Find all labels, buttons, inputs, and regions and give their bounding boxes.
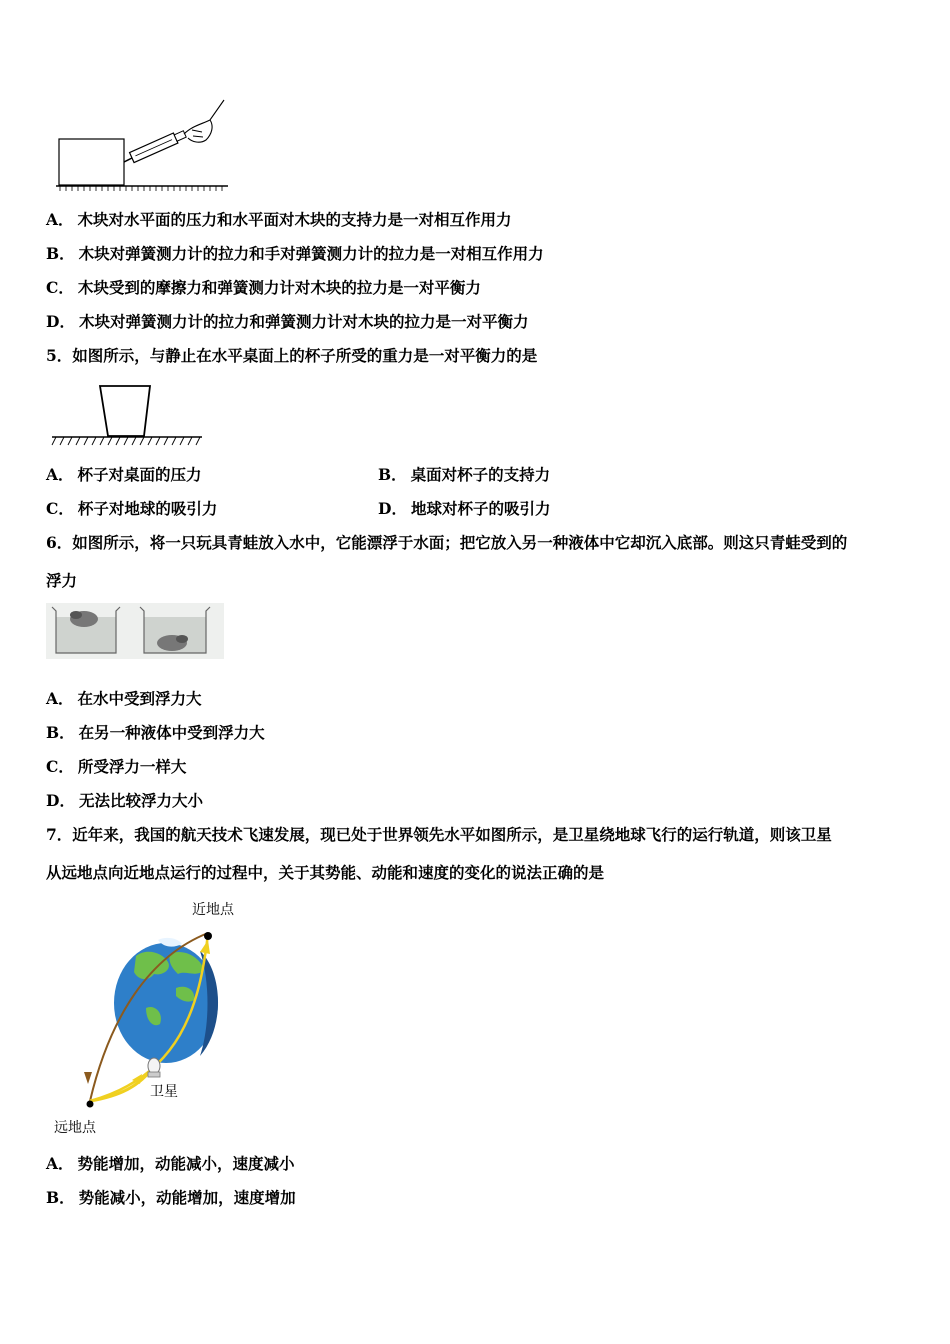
option-label: D．: [46, 312, 75, 331]
option-label: C．: [46, 499, 74, 518]
option-text: 在另一种液体中受到浮力大: [78, 723, 265, 742]
q6-option-c: [46, 757, 186, 777]
q5-option-d: [378, 499, 550, 519]
option-text: 在水中受到浮力大: [77, 689, 202, 708]
frog-beakers-figure: [46, 603, 224, 659]
q5-option-c: [46, 499, 217, 519]
apogee-label: 远地点: [54, 1120, 96, 1136]
option-text: 桌面对杯子的支持力: [410, 465, 551, 484]
option-label: C．: [46, 757, 74, 776]
option-text: 木块对水平面的压力和水平面对木块的支持力是一对相互作用力: [77, 210, 512, 229]
option-text: 势能减小，动能增加，速度增加: [78, 1188, 296, 1207]
satellite-icon: [148, 1058, 160, 1077]
option-text: 木块对弹簧测力计的拉力和手对弹簧测力计的拉力是一对相互作用力: [78, 244, 544, 263]
satellite-orbit-figure: [50, 896, 270, 1140]
q7-stem-line1: 7．近年来，我国的航天技术飞速发展，现已处于世界领先水平如图所示，是卫星绕地球飞行的运行轨道，则该卫星: [46, 825, 832, 844]
q7-stem-line2: 从远地点向近地点运行的过程中，关于其势能、动能和速度的变化的说法正确的是: [46, 863, 605, 882]
q4-option-a: [46, 210, 512, 230]
option-text: 无法比较浮力大小: [78, 791, 203, 810]
option-text: 杯子对桌面的压力: [77, 465, 202, 484]
option-label: A．: [46, 210, 74, 229]
option-label: B．: [46, 244, 75, 263]
option-label: B．: [46, 1188, 75, 1207]
option-text: 木块受到的摩擦力和弹簧测力计对木块的拉力是一对平衡力: [77, 278, 481, 297]
block-spring-scale-figure: [52, 96, 232, 192]
option-label: D．: [46, 791, 75, 810]
option-text: 所受浮力一样大: [77, 757, 187, 776]
cup-on-table-figure: [50, 383, 205, 449]
option-label: B．: [46, 723, 75, 742]
q4-option-c: [46, 278, 481, 298]
q5-stem: 5．如图所示，与静止在水平桌面上的杯子所受的重力是一对平衡力的是: [46, 346, 538, 365]
option-label: A．: [46, 1154, 74, 1173]
option-label: C．: [46, 278, 74, 297]
option-label: A．: [46, 689, 74, 708]
q6-stem-line2: 浮力: [46, 571, 78, 590]
option-label: D．: [378, 499, 407, 518]
q7-option-a: [46, 1154, 295, 1174]
option-label: B．: [378, 465, 407, 484]
option-text: 木块对弹簧测力计的拉力和弹簧测力计对木块的拉力是一对平衡力: [78, 312, 529, 331]
q6-option-b: [46, 723, 265, 743]
q6-option-d: [46, 791, 203, 811]
q4-option-b: [46, 244, 544, 264]
q6-stem-line1: 6．如图所示，将一只玩具青蛙放入水中，它能漂浮于水面；把它放入另一种液体中它却沉入底部。则这只青蛙受到的: [46, 533, 848, 552]
q6-option-a: [46, 689, 202, 709]
satellite-label: 卫星: [150, 1084, 178, 1100]
option-text: 地球对杯子的吸引力: [410, 499, 551, 518]
q7-option-b: [46, 1188, 296, 1208]
perigee-label: 近地点: [192, 902, 234, 918]
q5-option-a: [46, 465, 202, 485]
option-label: A．: [46, 465, 74, 484]
q4-option-d: [46, 312, 528, 332]
option-text: 杯子对地球的吸引力: [77, 499, 218, 518]
option-text: 势能增加，动能减小，速度减小: [77, 1154, 295, 1173]
q5-option-b: [378, 465, 550, 485]
